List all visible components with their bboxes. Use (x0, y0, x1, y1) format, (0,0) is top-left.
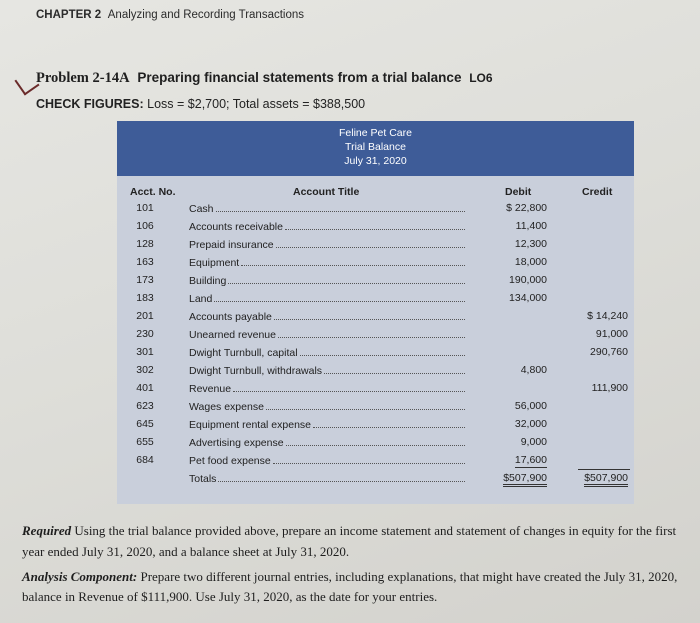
table-row (0, 220, 700, 238)
acct-number: 201 (136, 310, 154, 322)
table-row (0, 238, 700, 256)
debit-value: 17,600 (514, 454, 547, 466)
account-title: Accounts payable (189, 310, 465, 323)
statement-name: Trial Balance (345, 141, 406, 153)
trial-balance-header (117, 121, 634, 176)
required-section (22, 520, 692, 562)
acct-number: 183 (136, 292, 154, 304)
analysis-text: Prepare two different journal entries, including explanations, that might have created the July 31, 2020, balance in Revenue of $111,900. Use July 31, 2020, as the date for your entries. (22, 569, 678, 604)
debit-value: 190,000 (509, 274, 547, 286)
debit-value: $ 22,800 (506, 202, 547, 214)
account-title: Land (189, 292, 465, 305)
account-title: Advertising expense (189, 436, 465, 449)
acct-number: 623 (136, 400, 154, 412)
total-debit: $507,900 (503, 472, 547, 487)
problem-title: Preparing financial statements from a trial balance (137, 70, 462, 85)
debit-value: 32,000 (514, 418, 547, 430)
acct-number: 128 (136, 238, 154, 250)
statement-date: July 31, 2020 (344, 155, 407, 167)
acct-number: 401 (136, 382, 154, 394)
acct-number: 163 (136, 256, 154, 268)
credit-value: 91,000 (595, 328, 628, 340)
account-title: Revenue (189, 382, 465, 395)
acct-number: 655 (136, 436, 154, 448)
account-title: Pet food expense (189, 454, 465, 467)
check-figures (36, 97, 365, 111)
credit-value: 111,900 (591, 382, 628, 394)
totals-row (0, 472, 700, 490)
table-row (0, 418, 700, 436)
account-title: Unearned revenue (189, 328, 465, 341)
acct-number: 106 (136, 220, 154, 232)
problem-number: Problem 2-14A (36, 70, 130, 86)
acct-number: 645 (136, 418, 154, 430)
table-row (0, 436, 700, 454)
table-row (0, 256, 700, 274)
chapter-label: CHAPTER 2 (36, 9, 102, 21)
acct-number: 173 (136, 274, 154, 286)
check-figures-label: CHECK FIGURES: (36, 97, 144, 111)
debit-value: 18,000 (514, 256, 547, 268)
table-row (0, 346, 700, 364)
column-header-acct: Acct. No. (130, 186, 176, 198)
acct-number: 101 (136, 202, 154, 214)
account-title: Wages expense (189, 400, 465, 413)
table-row (0, 310, 700, 328)
account-title: Dwight Turnbull, capital (189, 346, 465, 359)
chapter-header (36, 9, 304, 21)
debit-value: 56,000 (514, 400, 547, 412)
table-row (0, 292, 700, 310)
table-row (0, 400, 700, 418)
account-title: Building (189, 274, 465, 287)
acct-number: 684 (136, 454, 154, 466)
total-credit: $507,900 (584, 472, 628, 487)
column-header-debit: Debit (505, 186, 532, 198)
account-title: Cash (189, 202, 465, 215)
column-header-credit: Credit (582, 186, 613, 198)
debit-value: 12,300 (514, 238, 547, 250)
chapter-title: Analyzing and Recording Transactions (107, 9, 305, 21)
acct-number: 301 (136, 346, 154, 358)
account-title: Equipment (189, 256, 465, 269)
credit-sum-line (578, 469, 630, 470)
account-title: Prepaid insurance (189, 238, 465, 251)
table-row (0, 274, 700, 292)
check-figures-values: Loss = $2,700; Total assets = $388,500 (147, 97, 366, 111)
column-header-title: Account Title (293, 186, 360, 198)
debit-value: 134,000 (509, 292, 547, 304)
credit-value: $ 14,240 (587, 310, 628, 322)
required-label: Required (22, 523, 72, 538)
totals-label: Totals (189, 472, 465, 485)
analysis-label: Analysis Component: (22, 569, 138, 584)
debit-value: 4,800 (520, 364, 547, 376)
table-row (0, 364, 700, 382)
learning-objective: LO6 (469, 71, 493, 85)
credit-value: 290,760 (590, 346, 628, 358)
account-title: Dwight Turnbull, withdrawals (189, 364, 465, 377)
table-row (0, 202, 700, 220)
analysis-section (22, 567, 692, 607)
debit-value: 11,400 (515, 220, 547, 232)
acct-number: 230 (136, 328, 154, 340)
table-row (0, 382, 700, 400)
problem-heading (36, 70, 493, 87)
table-row (0, 328, 700, 346)
required-text: Using the trial balance provided above, prepare an income statement and statement of changes in equity for the first year ended July 31, 2020, and a balance sheet at July 31, 2020. (22, 523, 677, 559)
acct-number: 302 (136, 364, 154, 376)
debit-value: 9,000 (520, 436, 547, 448)
account-title: Accounts receivable (189, 220, 465, 233)
company-name: Feline Pet Care (339, 127, 412, 139)
account-title: Equipment rental expense (189, 418, 465, 431)
